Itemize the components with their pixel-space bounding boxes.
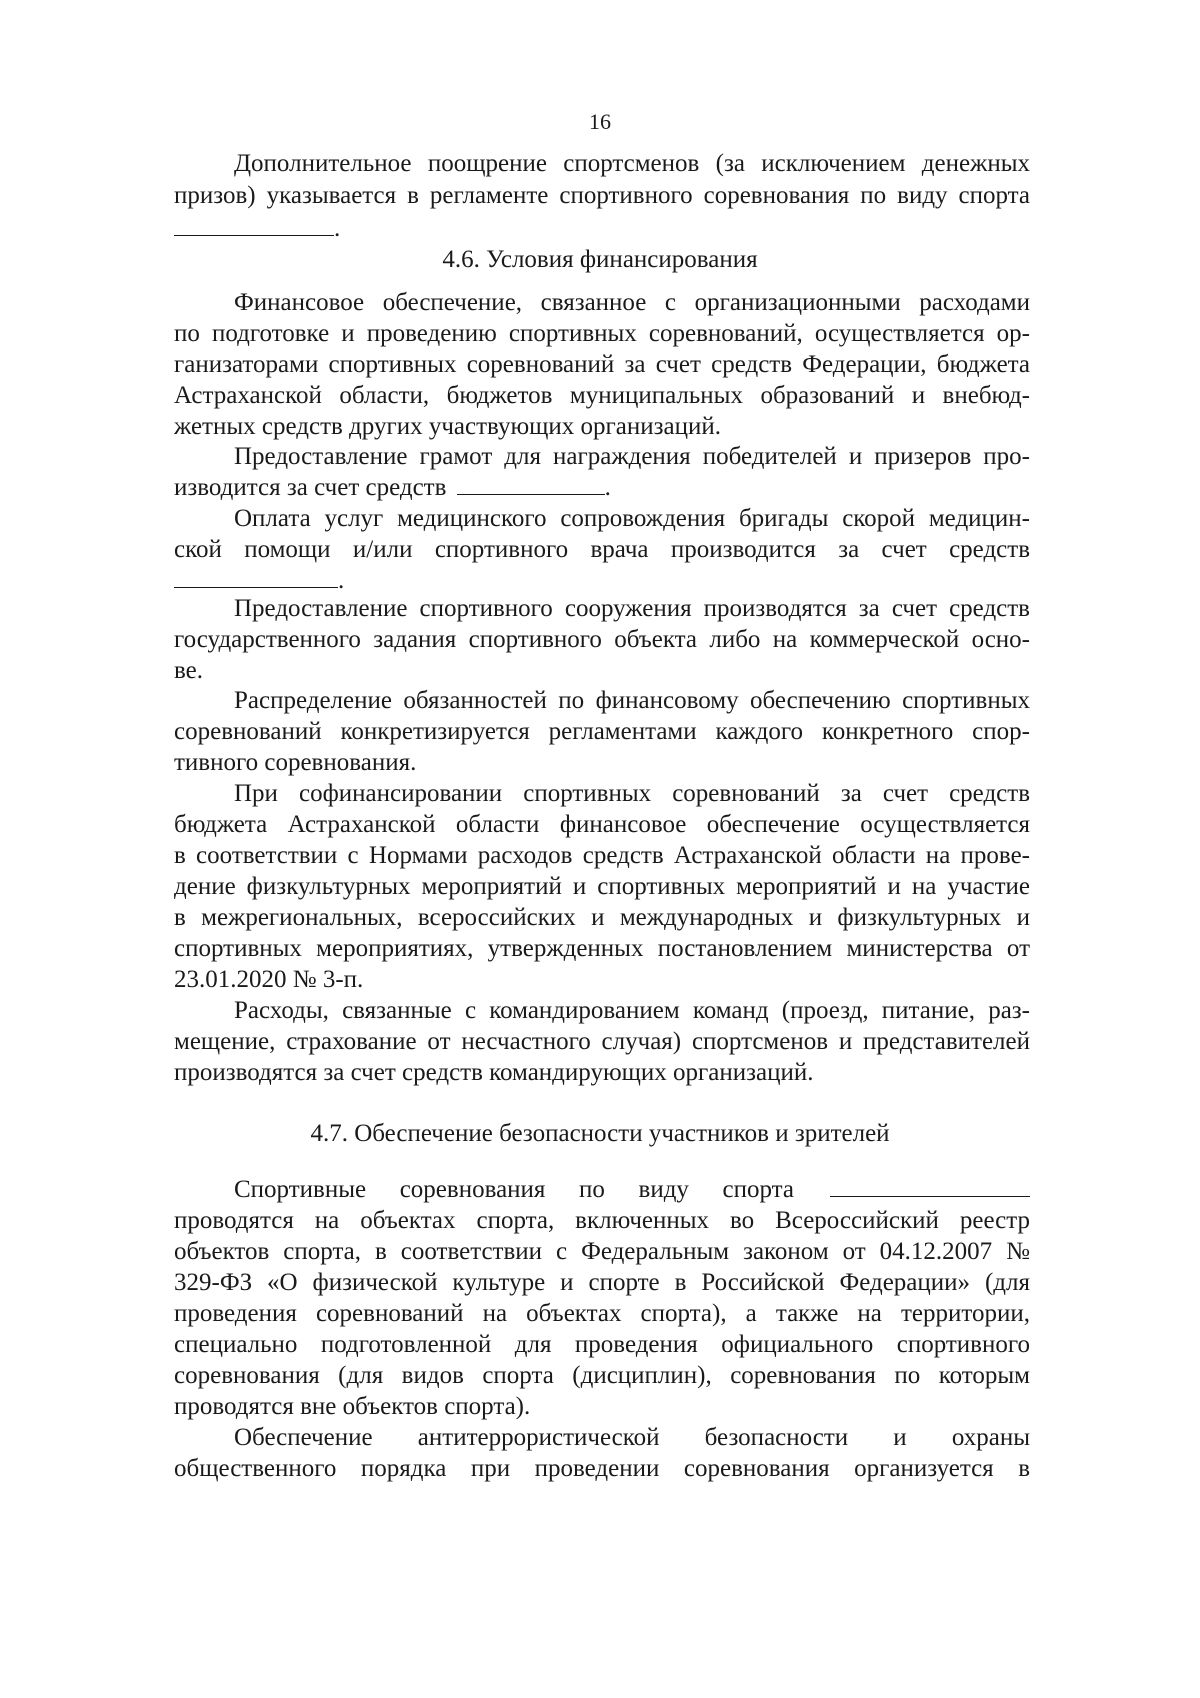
- text-line: спортивных мероприятиях, утвержденных постановлением министерства от: [174, 935, 1030, 962]
- text-line: Астраханской области, бюджетов муниципальных образований и внебюд-: [174, 382, 1030, 409]
- text-line: соревнований конкретизируется регламентами каждого конкретного спор-: [174, 718, 1030, 745]
- text-line: жетных средств других участвующих организаций.: [174, 413, 721, 440]
- text-line: Обеспечение антитеррористической безопасности и охраны: [234, 1424, 1030, 1451]
- text-line: Предоставление грамот для награждения победителей и призеров про-: [234, 443, 1030, 470]
- text-line: мещение, страхование от несчастного случая) спортсменов и представителей: [174, 1028, 1030, 1055]
- blank-field: [457, 472, 605, 495]
- section-heading-4-6: 4.6. Условия финансирования: [442, 246, 758, 273]
- text-line: Дополнительное поощрение спортсменов (за исключением денежных: [234, 150, 1030, 177]
- blank-field: [174, 565, 338, 588]
- text-line-with-blank: [174, 472, 1030, 503]
- period: .: [338, 567, 345, 594]
- text-line: ве.: [174, 657, 204, 684]
- period: .: [334, 215, 341, 242]
- text-line: дение физкультурных мероприятий и спортивных мероприятий и на участие: [174, 873, 1030, 900]
- text-line: в соответствии с Нормами расходов средств Астраханской области на прове-: [174, 842, 1030, 869]
- text-line: ской помощи и/или спортивного врача производится за счет средств: [174, 536, 1030, 563]
- text-line: общественного порядка при проведении соревнования организуется в: [174, 1455, 1030, 1482]
- text-line: Распределение обязанностей по финансовому обеспечению спортивных: [234, 687, 1030, 714]
- text-line: тивного соревнования.: [174, 749, 417, 776]
- text-line: ганизаторами спортивных соревнований за счет средств Федерации, бюджета: [174, 351, 1030, 378]
- text-line: 329-ФЗ «О физической культуре и спорте в Российской Федерации» (для: [174, 1269, 1030, 1296]
- text-line: Расходы, связанные с командированием команд (проезд, питание, раз-: [234, 997, 1030, 1024]
- text-line: по подготовке и проведению спортивных соревнований, осуществляется ор-: [174, 320, 1030, 347]
- text-fragment: Спортивные соревнования по виду спорта: [234, 1176, 794, 1203]
- text-line: призов) указывается в регламенте спортивного соревнования по виду спорта: [174, 182, 1030, 209]
- text-line: проводятся на объектах спорта, включенных во Всероссийский реестр: [174, 1207, 1030, 1234]
- text-line: специально подготовленной для проведения официального спортивного: [174, 1331, 1030, 1358]
- period: .: [604, 474, 611, 501]
- text-line: Предоставление спортивного сооружения производятся за счет средств: [234, 595, 1030, 622]
- blank-field: [174, 213, 334, 236]
- text-line-with-blank: [234, 1174, 1030, 1205]
- page-number: 16: [589, 109, 611, 134]
- text-line: объектов спорта, в соответствии с Федеральным законом от 04.12.2007 №: [174, 1238, 1030, 1265]
- blank-field: [830, 1174, 1030, 1197]
- text-fragment: изводится за счет средств: [174, 474, 447, 501]
- section-heading-4-7: 4.7. Обеспечение безопасности участников и зрителей: [310, 1120, 890, 1147]
- text-line: в межрегиональных, всероссийских и международных и физкультурных и: [174, 904, 1030, 931]
- blank-fill-line: [174, 213, 340, 244]
- text-line: производятся за счет средств командирующих организаций.: [174, 1059, 814, 1086]
- text-line: проводятся вне объектов спорта).: [174, 1393, 531, 1420]
- text-line: государственного задания спортивного объекта либо на коммерческой осно-: [174, 626, 1030, 653]
- blank-fill-line: [174, 565, 344, 596]
- text-line: проведения соревнований на объектах спорта), а также на территории,: [174, 1300, 1030, 1327]
- text-line: 23.01.2020 № 3-п.: [174, 966, 364, 993]
- text-line: Финансовое обеспечение, связанное с организационными расходами: [234, 289, 1030, 316]
- text-line: При софинансировании спортивных соревнований за счет средств: [234, 780, 1030, 807]
- text-line: бюджета Астраханской области финансовое обеспечение осуществляется: [174, 811, 1030, 838]
- text-line: Оплата услуг медицинского сопровождения бригады скорой медицин-: [234, 505, 1030, 532]
- text-line: соревнования (для видов спорта (дисциплин), соревнования по которым: [174, 1362, 1030, 1389]
